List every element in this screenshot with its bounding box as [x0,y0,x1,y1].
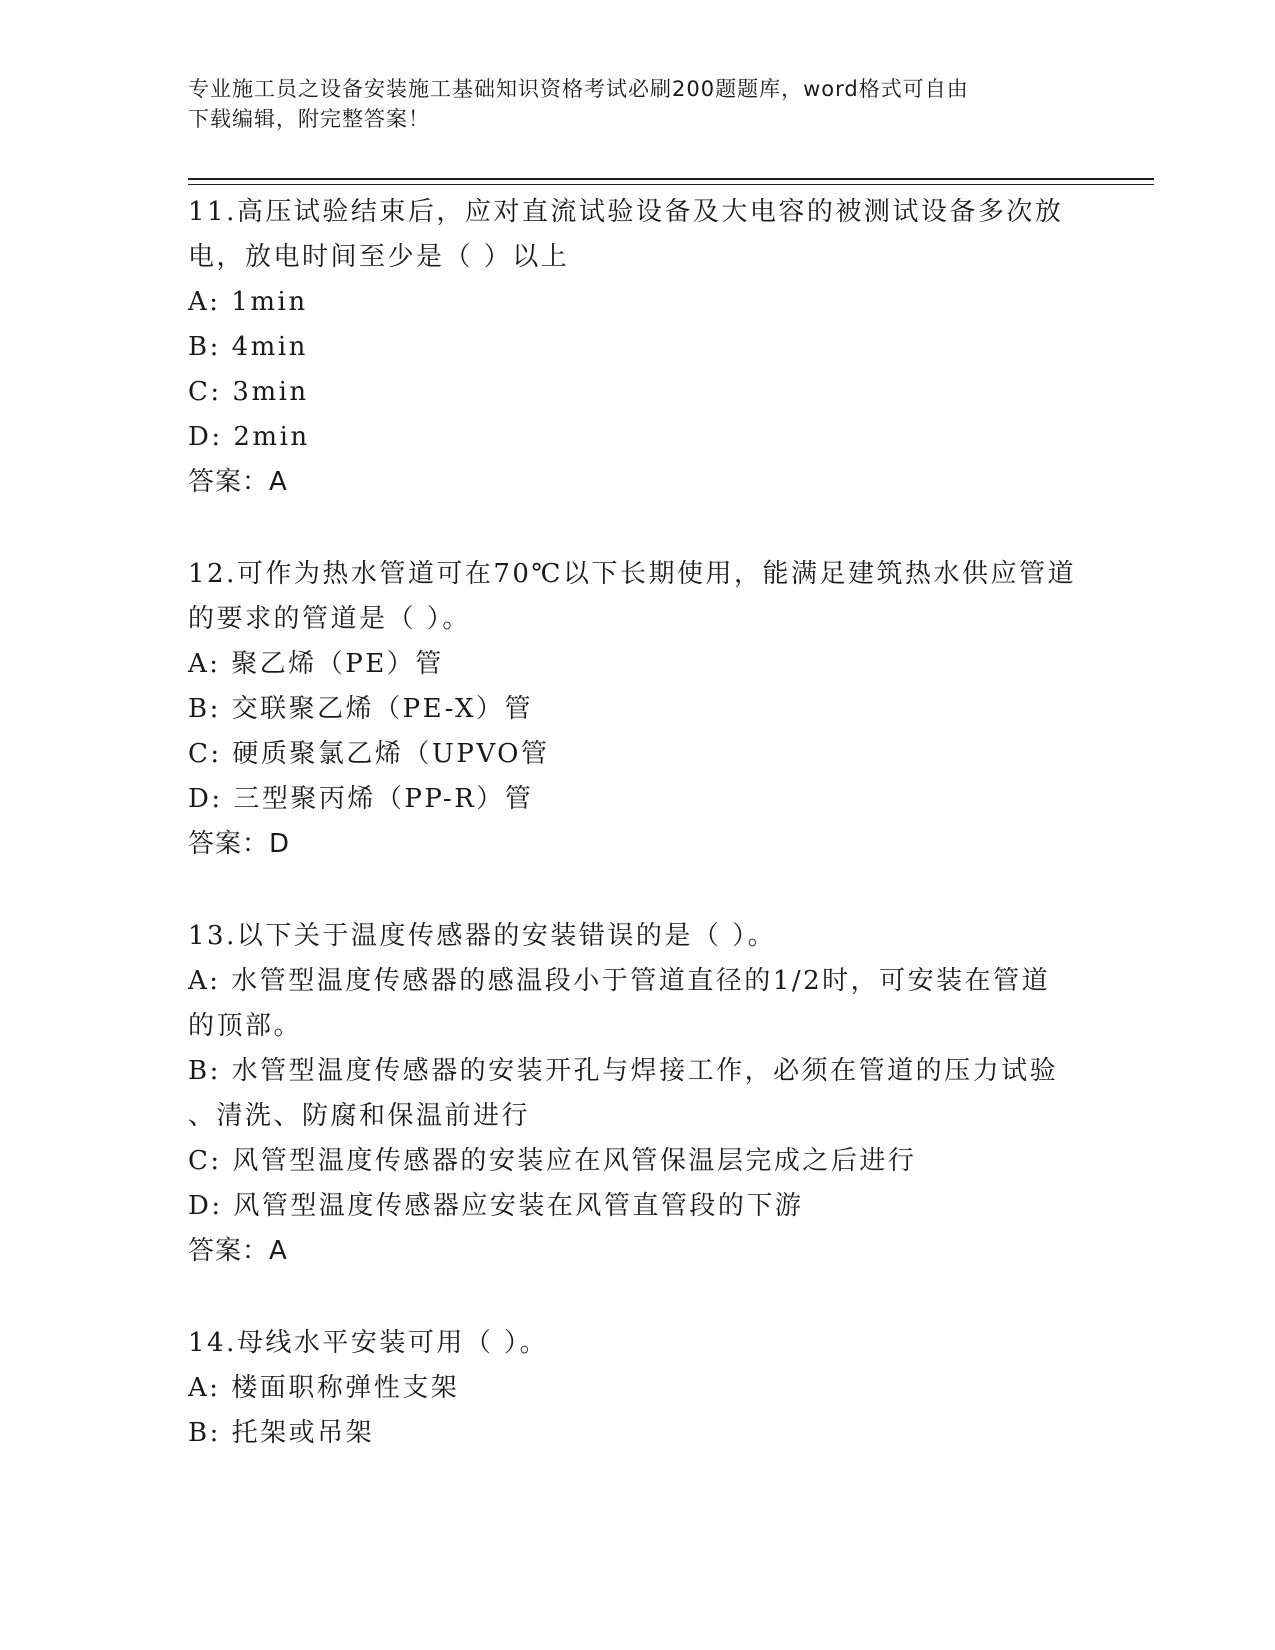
option-d: D: 三型聚丙烯（PP-R）管 [188,784,534,814]
option-b: B: 4min [188,332,308,362]
question-14 [188,1321,1088,1456]
answer: 答案：A [188,1236,288,1266]
question-spacer [188,867,1088,914]
question-stem: 12.可作为热水管道可在70℃以下长期使用，能满足建筑热水供应管道 [188,559,1077,589]
option-a-continued: 的顶部。 [188,1011,303,1041]
option-a: A: 聚乙烯（PE）管 [188,649,444,679]
option-b: B: 水管型温度传感器的安装开孔与焊接工作，必须在管道的压力试验 [188,1056,1059,1086]
answer: 答案：D [188,829,291,859]
question-stem-continued: 电，放电时间至少是（ ）以上 [188,242,570,272]
question-stem-continued: 的要求的管道是（ ）。 [188,604,471,634]
header-line-2: 下载编辑，附完整答案！ [188,107,430,131]
option-d: D: 风管型温度传感器应安装在风管直管段的下游 [188,1191,804,1221]
header-line-1: 专业施工员之设备安装施工基础知识资格考试必刷200题题库，word格式可自由 [188,77,969,101]
option-b: B: 托架或吊架 [188,1418,375,1448]
option-c: C: 硬质聚氯乙烯（UPVO管 [188,739,550,769]
option-b-continued: 、清洗、防腐和保温前进行 [188,1101,531,1131]
option-a: A: 1min [188,287,308,317]
option-c: C: 风管型温度传感器的安装应在风管保温层完成之后进行 [188,1146,917,1176]
header-divider-thick [188,178,1154,180]
question-stem: 14.母线水平安装可用（ ）。 [188,1328,549,1358]
option-c: C: 3min [188,377,309,407]
question-12 [188,552,1088,867]
question-spacer [188,1274,1088,1321]
option-b: B: 交联聚乙烯（PE-X）管 [188,694,533,724]
question-spacer [188,505,1088,552]
option-a: A: 楼面职称弹性支架 [188,1373,460,1403]
document-header [188,74,1068,134]
question-stem: 13.以下关于温度传感器的安装错误的是（ ）。 [188,921,777,951]
header-divider-thin [188,184,1154,185]
question-13 [188,914,1088,1274]
question-stem: 11.高压试验结束后，应对直流试验设备及大电容的被测试设备多次放 [188,197,1064,227]
answer: 答案：A [188,467,288,497]
option-d: D: 2min [188,422,310,452]
question-list [188,190,1088,1456]
option-a: A: 水管型温度传感器的感温段小于管道直径的1/2时，可安装在管道 [188,966,1051,996]
question-11 [188,190,1088,505]
